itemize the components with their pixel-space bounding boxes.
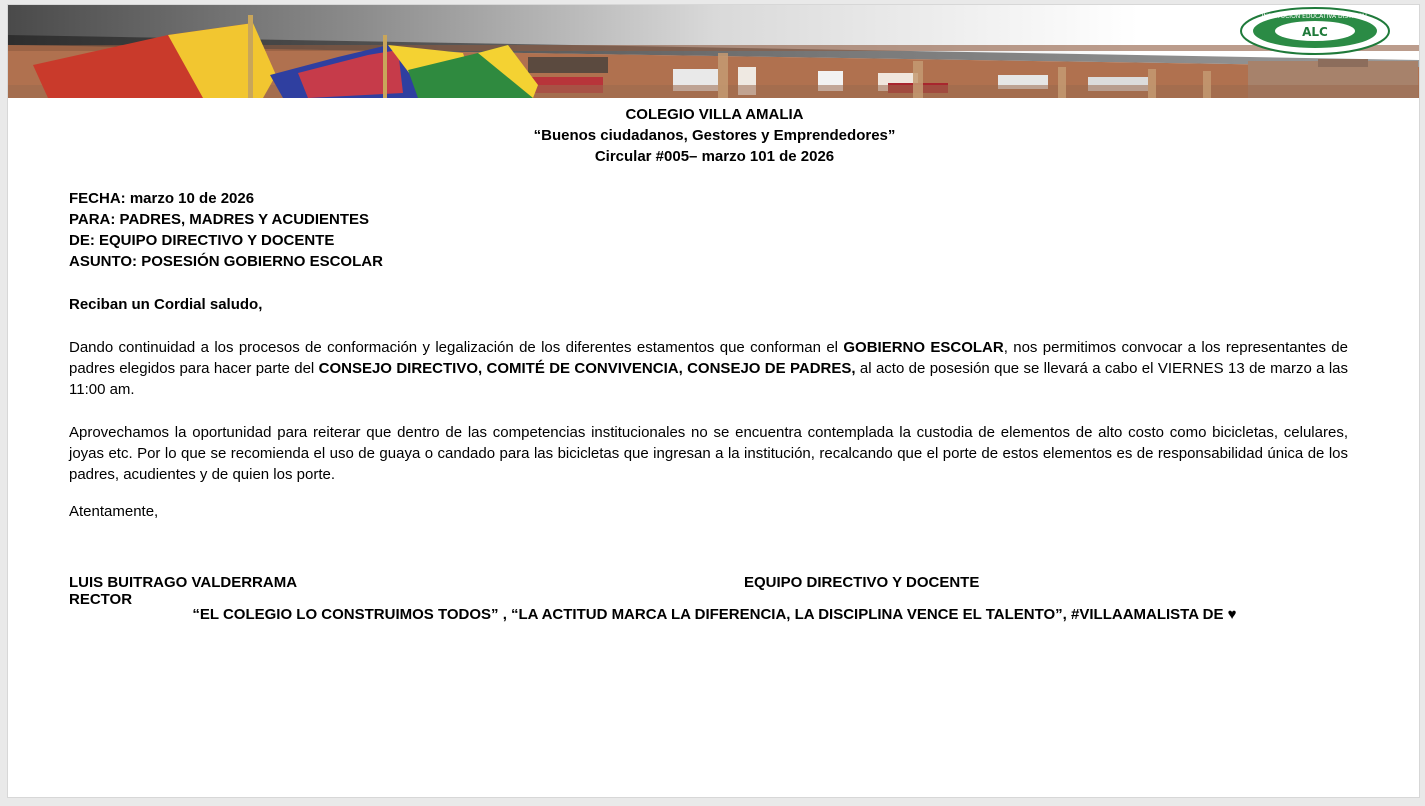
- header-banner-image: [8, 5, 1420, 98]
- subject-line: ASUNTO: POSESIÓN GOBIERNO ESCOLAR: [69, 253, 383, 270]
- closing: Atentamente,: [69, 503, 159, 520]
- school-name: COLEGIO VILLA AMALIA: [625, 106, 804, 123]
- gobierno-escolar-emphasis: GOBIERNO ESCOLAR: [843, 339, 1004, 356]
- school-motto: “Buenos ciudadanos, Gestores y Emprendedores”: [533, 127, 896, 144]
- paragraph-convocation-text-2: , nos permitimos convocar a los representantes de padres elegidos para hacer parte del: [69, 339, 1348, 377]
- signatory-name: LUIS BUITRAGO VALDERRAMA: [69, 574, 298, 591]
- svg-text:ALC: ALC: [1302, 25, 1328, 39]
- sender-line: DE: EQUIPO DIRECTIVO Y DOCENTE: [69, 232, 335, 249]
- recipient-line: PARA: PADRES, MADRES Y ACUDIENTES: [69, 211, 370, 228]
- paragraph-convocation: [69, 337, 1348, 400]
- document-page: [7, 4, 1420, 798]
- circular-number: Circular #005– marzo 101 de 2026: [594, 148, 835, 165]
- svg-text:INSTITUCIÓN EDUCATIVA DISTRITA: INSTITUCIÓN EDUCATIVA DISTRITAL: [1261, 13, 1369, 20]
- team-signature: EQUIPO DIRECTIVO Y DOCENTE: [744, 574, 980, 591]
- signatory-role: RECTOR: [69, 591, 133, 608]
- school-seal-icon: [1240, 7, 1390, 55]
- paragraph-custody-notice: Aprovechamos la oportunidad para reiterar que dentro de las competencias institucionales no se encuentra contemplada la custodia de elementos de alto costo como bicicletas, celulares, joyas etc. Por lo que se recomienda el uso de guaya o candado para las bicicletas que ingresan a la institución, recalcando que el porte de estos elementos es de responsabilidad única de los padres, acudientes y de quien los porte.: [69, 424, 1348, 483]
- date-line: FECHA: marzo 10 de 2026: [69, 190, 255, 207]
- greeting: Reciban un Cordial saludo,: [69, 296, 263, 313]
- councils-emphasis: CONSEJO DIRECTIVO, COMITÉ DE CONVIVENCIA, CONSEJO DE PADRES,: [318, 360, 856, 377]
- paragraph-convocation-text-1: Dando continuidad a los procesos de conformación y legalización de los diferentes estamentos que conforman el: [69, 339, 844, 356]
- paragraph-convocation-text-3: al acto de posesión que se llevará a cabo el VIERNES 13 de marzo a las 11:00 am.: [69, 360, 1349, 398]
- footer-slogan: “EL COLEGIO LO CONSTRUIMOS TODOS” , “LA ACTITUD MARCA LA DIFERENCIA, LA DISCIPLINA VENCE EL TALENTO”, #VILLAAMALISTA DE ♥: [192, 606, 1237, 623]
